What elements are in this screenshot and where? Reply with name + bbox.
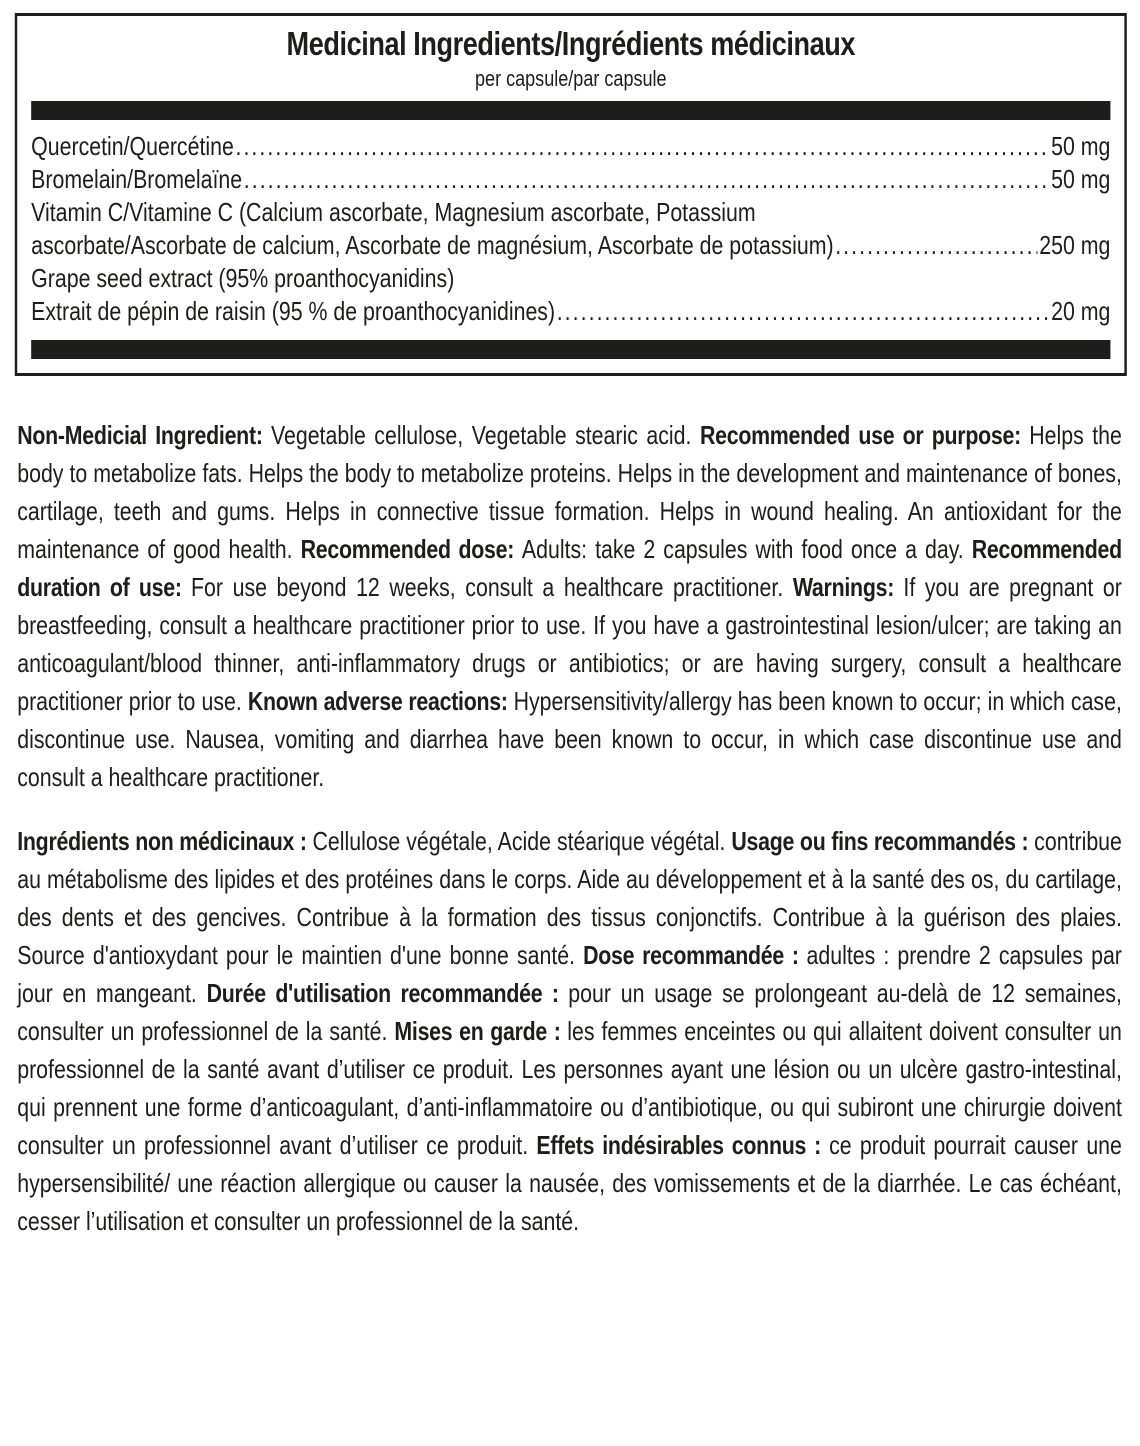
dot-leader	[557, 295, 1050, 328]
ingredient-name: Quercetin/Quercétine	[31, 131, 234, 162]
run-in-heading: Usage ou fins recommandés :	[731, 826, 1035, 857]
ingredients-list	[31, 130, 1110, 328]
ingredient-amount: 250 mg	[1039, 230, 1111, 261]
text-run: contribue au métabolisme des lipides et des protéines dans le corps. Aide au développement et à la santé des os, du cartilage, des dents et des gencives. Contribue à la formation des tissus conjonctifs. Contribue à la guérison des plaies. Source d'antioxydant pour le maintien d'une bonne santé.	[17, 826, 1122, 971]
divider-bar-bottom	[31, 340, 1110, 359]
run-in-heading: Recommended duration of use:	[17, 534, 1122, 603]
text-run: Helps the body to metabolize fats. Helps the body to metabolize proteins. Helps in the development and maintenance of bones, cartilage, teeth and gums. Helps in connective tissue formation. Helps in wound healing. An antioxidant for the maintenance of good health.	[17, 420, 1122, 565]
text-run: les femmes enceintes ou qui allaitent doivent consulter un professionnel de la santé avant d’utiliser ce produit. Les personnes ayant une lésion ou un ulcère gastro-intestinal, qui prennent une forme d’anticoagulant, d’anti-inflammatoire ou d’antibiotique, ou qui subiront une chirurgie doivent consulter un professionnel avant d’utiliser ce produit.	[17, 1016, 1122, 1161]
ingredient-row	[31, 196, 1110, 229]
run-in-heading: Effets indésirables connus :	[536, 1130, 830, 1161]
run-in-heading: Recommended use or purpose:	[699, 420, 1030, 451]
ingredient-name: Bromelain/Bromelaïne	[31, 164, 243, 195]
ingredient-name: Grape seed extract (95% proanthocyanidins)	[31, 263, 455, 294]
text-run: Hypersensitivity/allergy has been known to occur; in which case, discontinue use. Nausea, vomiting and diarrhea have been known to occur, in which case discontinue use and consult a healthcare practitioner.	[17, 686, 1122, 793]
ingredient-row	[31, 262, 1110, 295]
dot-leader	[235, 130, 1049, 163]
ingredient-name: Vitamin C/Vitamine C (Calcium ascorbate, Magnesium ascorbate, Potassium	[31, 197, 756, 228]
text-run: ce produit pourrait causer une hypersensibilité/ une réaction allergique ou causer la nausée, des vomissements et de la diarrhée. Le cas échéant, cesser l’utilisation et consulter un professionnel de la santé.	[17, 1130, 1122, 1237]
ingredient-row	[31, 295, 1110, 328]
run-in-heading: Recommended dose:	[300, 534, 522, 565]
ingredient-name: ascorbate/Ascorbate de calcium, Ascorbate de magnésium, Ascorbate de potassium)	[31, 230, 834, 261]
ingredient-amount: 20 mg	[1051, 296, 1111, 327]
paragraph-english	[17, 416, 1122, 796]
run-in-heading: Durée d'utilisation recommandée :	[206, 978, 569, 1009]
text-run: Cellulose végétale, Acide stéarique végétal.	[312, 826, 732, 857]
ingredient-row	[31, 229, 1110, 262]
run-in-heading: Ingrédients non médicinaux :	[17, 826, 313, 857]
run-in-heading: Known adverse reactions:	[247, 686, 514, 717]
ingredient-amount: 50 mg	[1051, 131, 1111, 162]
medicinal-ingredients-panel	[15, 13, 1127, 376]
text-run: Vegetable cellulose, Vegetable stearic acid.	[270, 420, 700, 451]
divider-bar-top	[31, 101, 1110, 120]
dot-leader	[835, 229, 1037, 262]
ingredient-name: Extrait de pépin de raisin (95 % de proanthocyanidines)	[31, 296, 556, 327]
text-run: Adults: take 2 capsules with food once a day.	[521, 534, 972, 565]
panel-subtitle: per capsule/par capsule	[475, 65, 667, 91]
panel-title: Medicinal Ingredients/Ingrédients médicinaux	[286, 25, 856, 62]
run-in-heading: Warnings:	[792, 572, 904, 603]
text-run: adultes : prendre 2 capsules par jour en mangeant.	[17, 940, 1122, 1009]
text-run: For use beyond 12 weeks, consult a healthcare practitioner.	[191, 572, 793, 603]
label-body-text	[17, 416, 1122, 1240]
paragraph-french	[17, 822, 1122, 1240]
ingredient-row	[31, 130, 1110, 163]
run-in-heading: Mises en garde :	[394, 1016, 568, 1047]
text-run: If you are pregnant or breastfeeding, consult a healthcare practitioner prior to use. If you have a gastrointestinal lesion/ulcer; are taking an anticoagulant/blood thinner, anti-inflammatory drugs or antibiotics; or are having surgery, consult a healthcare practitioner prior to use.	[17, 572, 1122, 717]
ingredient-row	[31, 163, 1110, 196]
dot-leader	[244, 163, 1050, 196]
ingredient-amount: 50 mg	[1051, 164, 1111, 195]
condensed-text-wrapper	[0, 13, 1140, 1240]
run-in-heading: Dose recommandée :	[583, 940, 807, 971]
run-in-heading: Non-Medicial Ingredient:	[17, 420, 271, 451]
text-run: pour un usage se prolongeant au-delà de 12 semaines, consulter un professionnel de la santé.	[17, 978, 1122, 1047]
